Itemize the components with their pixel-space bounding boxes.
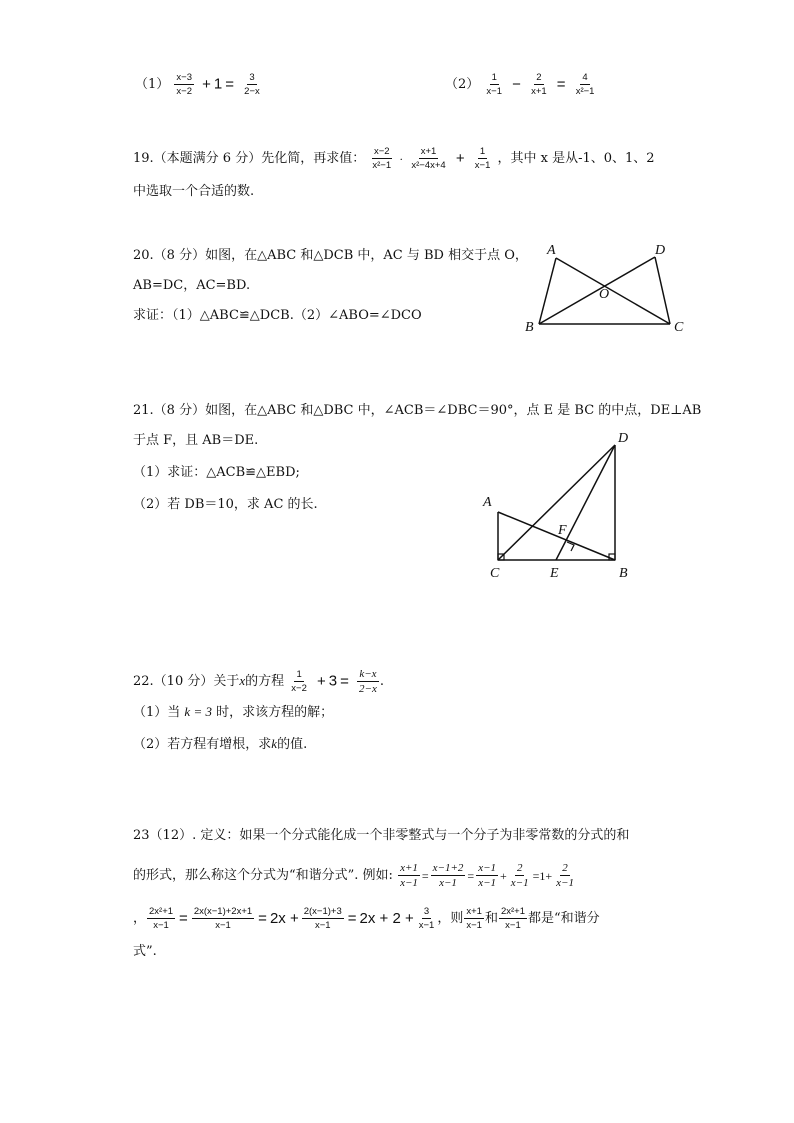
- fraction: [174, 72, 194, 97]
- denominator: 2−x: [244, 86, 260, 97]
- q22-prompt-cont: 的方程: [245, 674, 285, 689]
- q21-figure: [470, 425, 645, 590]
- fraction: [476, 862, 498, 889]
- fraction: [417, 906, 437, 931]
- numerator: x−3: [176, 72, 193, 83]
- q23-example-intro: 的形式，那么称这个分式为“和谐分式”. 例如:: [133, 868, 393, 883]
- fraction: [147, 906, 175, 931]
- equals-sign: =: [340, 672, 349, 690]
- q20-figure: [515, 236, 700, 336]
- text: 和: [484, 911, 498, 926]
- text: （2）若方程有增根，求: [133, 737, 272, 752]
- two-x-plus: 2x +: [269, 909, 299, 927]
- number-one: 1: [213, 75, 223, 93]
- segment-ab: [539, 258, 556, 324]
- point-label-a: A: [547, 243, 556, 258]
- numerator: 3: [249, 72, 255, 83]
- denominator: x−1: [215, 920, 231, 931]
- equals-sign: =: [421, 868, 429, 883]
- plus-sign: +: [317, 672, 326, 690]
- fraction: [431, 862, 466, 889]
- equals-sign: =: [347, 909, 357, 927]
- fraction: [499, 906, 527, 931]
- equals-sign: =: [179, 909, 188, 927]
- numerator: x+1: [466, 906, 482, 917]
- fraction: [554, 862, 576, 889]
- denominator: x−2: [291, 683, 307, 694]
- denominator: x−1: [400, 877, 418, 889]
- fraction: [529, 72, 549, 97]
- equals-one-plus: =1+: [532, 868, 553, 883]
- point-label-d: D: [655, 243, 666, 258]
- denominator: x−1: [153, 920, 169, 931]
- two-x-plus-two-plus: 2x + 2 +: [359, 909, 414, 927]
- segment-ed: [556, 445, 615, 560]
- q21-line4: （2）若 DB＝10，求 AC 的长.: [133, 497, 318, 512]
- q19-prompt: 19.（本题满分 6 分）先化简，再求值：: [133, 151, 366, 166]
- fraction: [484, 72, 504, 97]
- text: （1）当: [133, 705, 181, 720]
- denominator: x−1: [439, 877, 457, 889]
- numerator: x−1: [478, 862, 496, 874]
- q20-line1: 20.（8 分）如图，在△ABC 和△DCB 中，AC 与 BD 相交于点 O，: [133, 248, 528, 263]
- plus-sign: +: [500, 868, 507, 883]
- numerator: k−x: [359, 668, 377, 680]
- fraction: [574, 72, 597, 97]
- equals-sign: =: [225, 75, 235, 93]
- numerator: x+1: [400, 862, 418, 874]
- equals-sign: =: [467, 868, 475, 883]
- segment-ac: [556, 258, 670, 324]
- text: 都是“和谐分: [527, 911, 600, 926]
- q19-condition: ，其中 x 是从-1、0、1、2: [497, 151, 655, 166]
- point-label-e: E: [550, 566, 559, 581]
- point-label-o: O: [599, 287, 610, 302]
- denominator: x−1: [474, 160, 491, 171]
- equals-sign: =: [258, 909, 267, 927]
- segment-bd: [539, 257, 655, 324]
- q22-part2: [133, 736, 307, 753]
- numerator: 3: [423, 906, 430, 917]
- denominator: x−1: [505, 920, 521, 931]
- q18-part1-label: （1）: [135, 77, 170, 92]
- denominator: x−1: [418, 920, 435, 931]
- numerator: 2(x−1)+3: [303, 906, 342, 917]
- denominator: x²−4x+4: [411, 160, 446, 171]
- numerator: x−1+2: [432, 862, 464, 874]
- numerator: 2: [516, 862, 523, 874]
- q18-part1: [135, 72, 263, 97]
- q21-line2: 于点 F，且 AB＝DE.: [133, 433, 259, 448]
- point-label-a: A: [483, 495, 492, 510]
- q22-line1: [133, 668, 384, 695]
- fraction: [370, 146, 393, 171]
- numerator: 1: [296, 669, 302, 680]
- numerator: 1: [479, 146, 486, 157]
- plus-sign: +: [202, 75, 211, 93]
- point-label-f: F: [558, 523, 567, 538]
- variable-k: k: [271, 736, 278, 751]
- plus-sign: +: [455, 149, 465, 167]
- numerator: 2x²+1: [149, 906, 174, 917]
- numerator: 2x(x−1)+2x+1: [193, 906, 253, 917]
- segment-cd: [498, 445, 615, 560]
- fraction: [302, 906, 344, 931]
- minus-sign: −: [512, 75, 521, 93]
- fraction: [464, 906, 484, 931]
- q23-line1: 23（12）. 定义：如果一个分式能化成一个非零整式与一个分子为非零常数的分式的和: [133, 828, 630, 843]
- q20-line3: 求证：（1）△ABC≌△DCB.（2）∠ABO=∠DCO: [133, 308, 422, 323]
- denominator: x−1: [478, 877, 496, 889]
- q19-line1: [133, 146, 655, 171]
- q20-line2: AB=DC，AC=BD.: [133, 278, 251, 293]
- numerator: x+1: [420, 146, 437, 157]
- denominator: x−1: [466, 920, 482, 931]
- fraction: [192, 906, 254, 931]
- equals-sign: =: [556, 75, 566, 93]
- text: 的值.: [277, 737, 308, 752]
- fraction: [242, 72, 262, 97]
- q18-part2-label: （2）: [445, 77, 480, 92]
- numerator: 4: [582, 72, 588, 83]
- text: ，: [133, 911, 147, 926]
- denominator: 2−x: [359, 683, 377, 695]
- denominator: x−1: [510, 877, 529, 889]
- denominator: x−1: [556, 877, 574, 889]
- q21-line3: （1）求证：△ACB≌△EBD;: [133, 465, 300, 480]
- text: ，则: [437, 911, 464, 926]
- period: .: [379, 674, 384, 689]
- point-label-d: D: [618, 431, 629, 446]
- fraction: [398, 862, 420, 889]
- fraction: [357, 668, 379, 695]
- q21-figure-lines: [498, 445, 615, 560]
- fraction: [289, 669, 309, 694]
- point-label-b: B: [619, 566, 628, 581]
- numerator: 2x²+1: [500, 906, 525, 917]
- text: 时，求该方程的解；: [216, 705, 334, 720]
- numerator: 2: [562, 862, 568, 874]
- fraction: [409, 146, 447, 171]
- q23-line3: [133, 906, 600, 931]
- q18-part2: [445, 72, 597, 97]
- numerator: 1: [491, 72, 497, 83]
- segment-dc: [655, 257, 670, 324]
- numerator: 2: [536, 72, 542, 83]
- denominator: x−1: [486, 86, 503, 97]
- segment-ab: [498, 512, 615, 560]
- denominator: x−1: [314, 920, 331, 931]
- k-equals-3: k = 3: [184, 704, 212, 719]
- multiply-dot: ·: [399, 151, 404, 166]
- variable-x: x: [239, 673, 246, 688]
- numerator: x−2: [373, 146, 390, 157]
- q22-prompt: 22.（10 分）关于: [133, 674, 240, 689]
- number-three: 3: [328, 672, 338, 690]
- q19-line2: 中选取一个合适的数.: [133, 184, 255, 199]
- denominator: x²−1: [372, 160, 392, 171]
- denominator: x²−1: [575, 86, 595, 97]
- fraction: [473, 146, 493, 171]
- fraction: [509, 862, 531, 889]
- point-label-b: B: [525, 320, 534, 335]
- q22-part1: [133, 704, 333, 721]
- point-label-c: C: [674, 320, 684, 335]
- q21-line1: 21.（8 分）如图，在△ABC 和△DBC 中，∠ACB＝∠DBC＝90°，点 E 是 BC 的中点，DE⊥AB: [133, 403, 702, 418]
- point-label-c: C: [490, 566, 500, 581]
- q23-line4: 式”.: [133, 944, 157, 959]
- denominator: x+1: [531, 86, 547, 97]
- q23-line2: [133, 862, 577, 889]
- denominator: x−2: [176, 86, 193, 97]
